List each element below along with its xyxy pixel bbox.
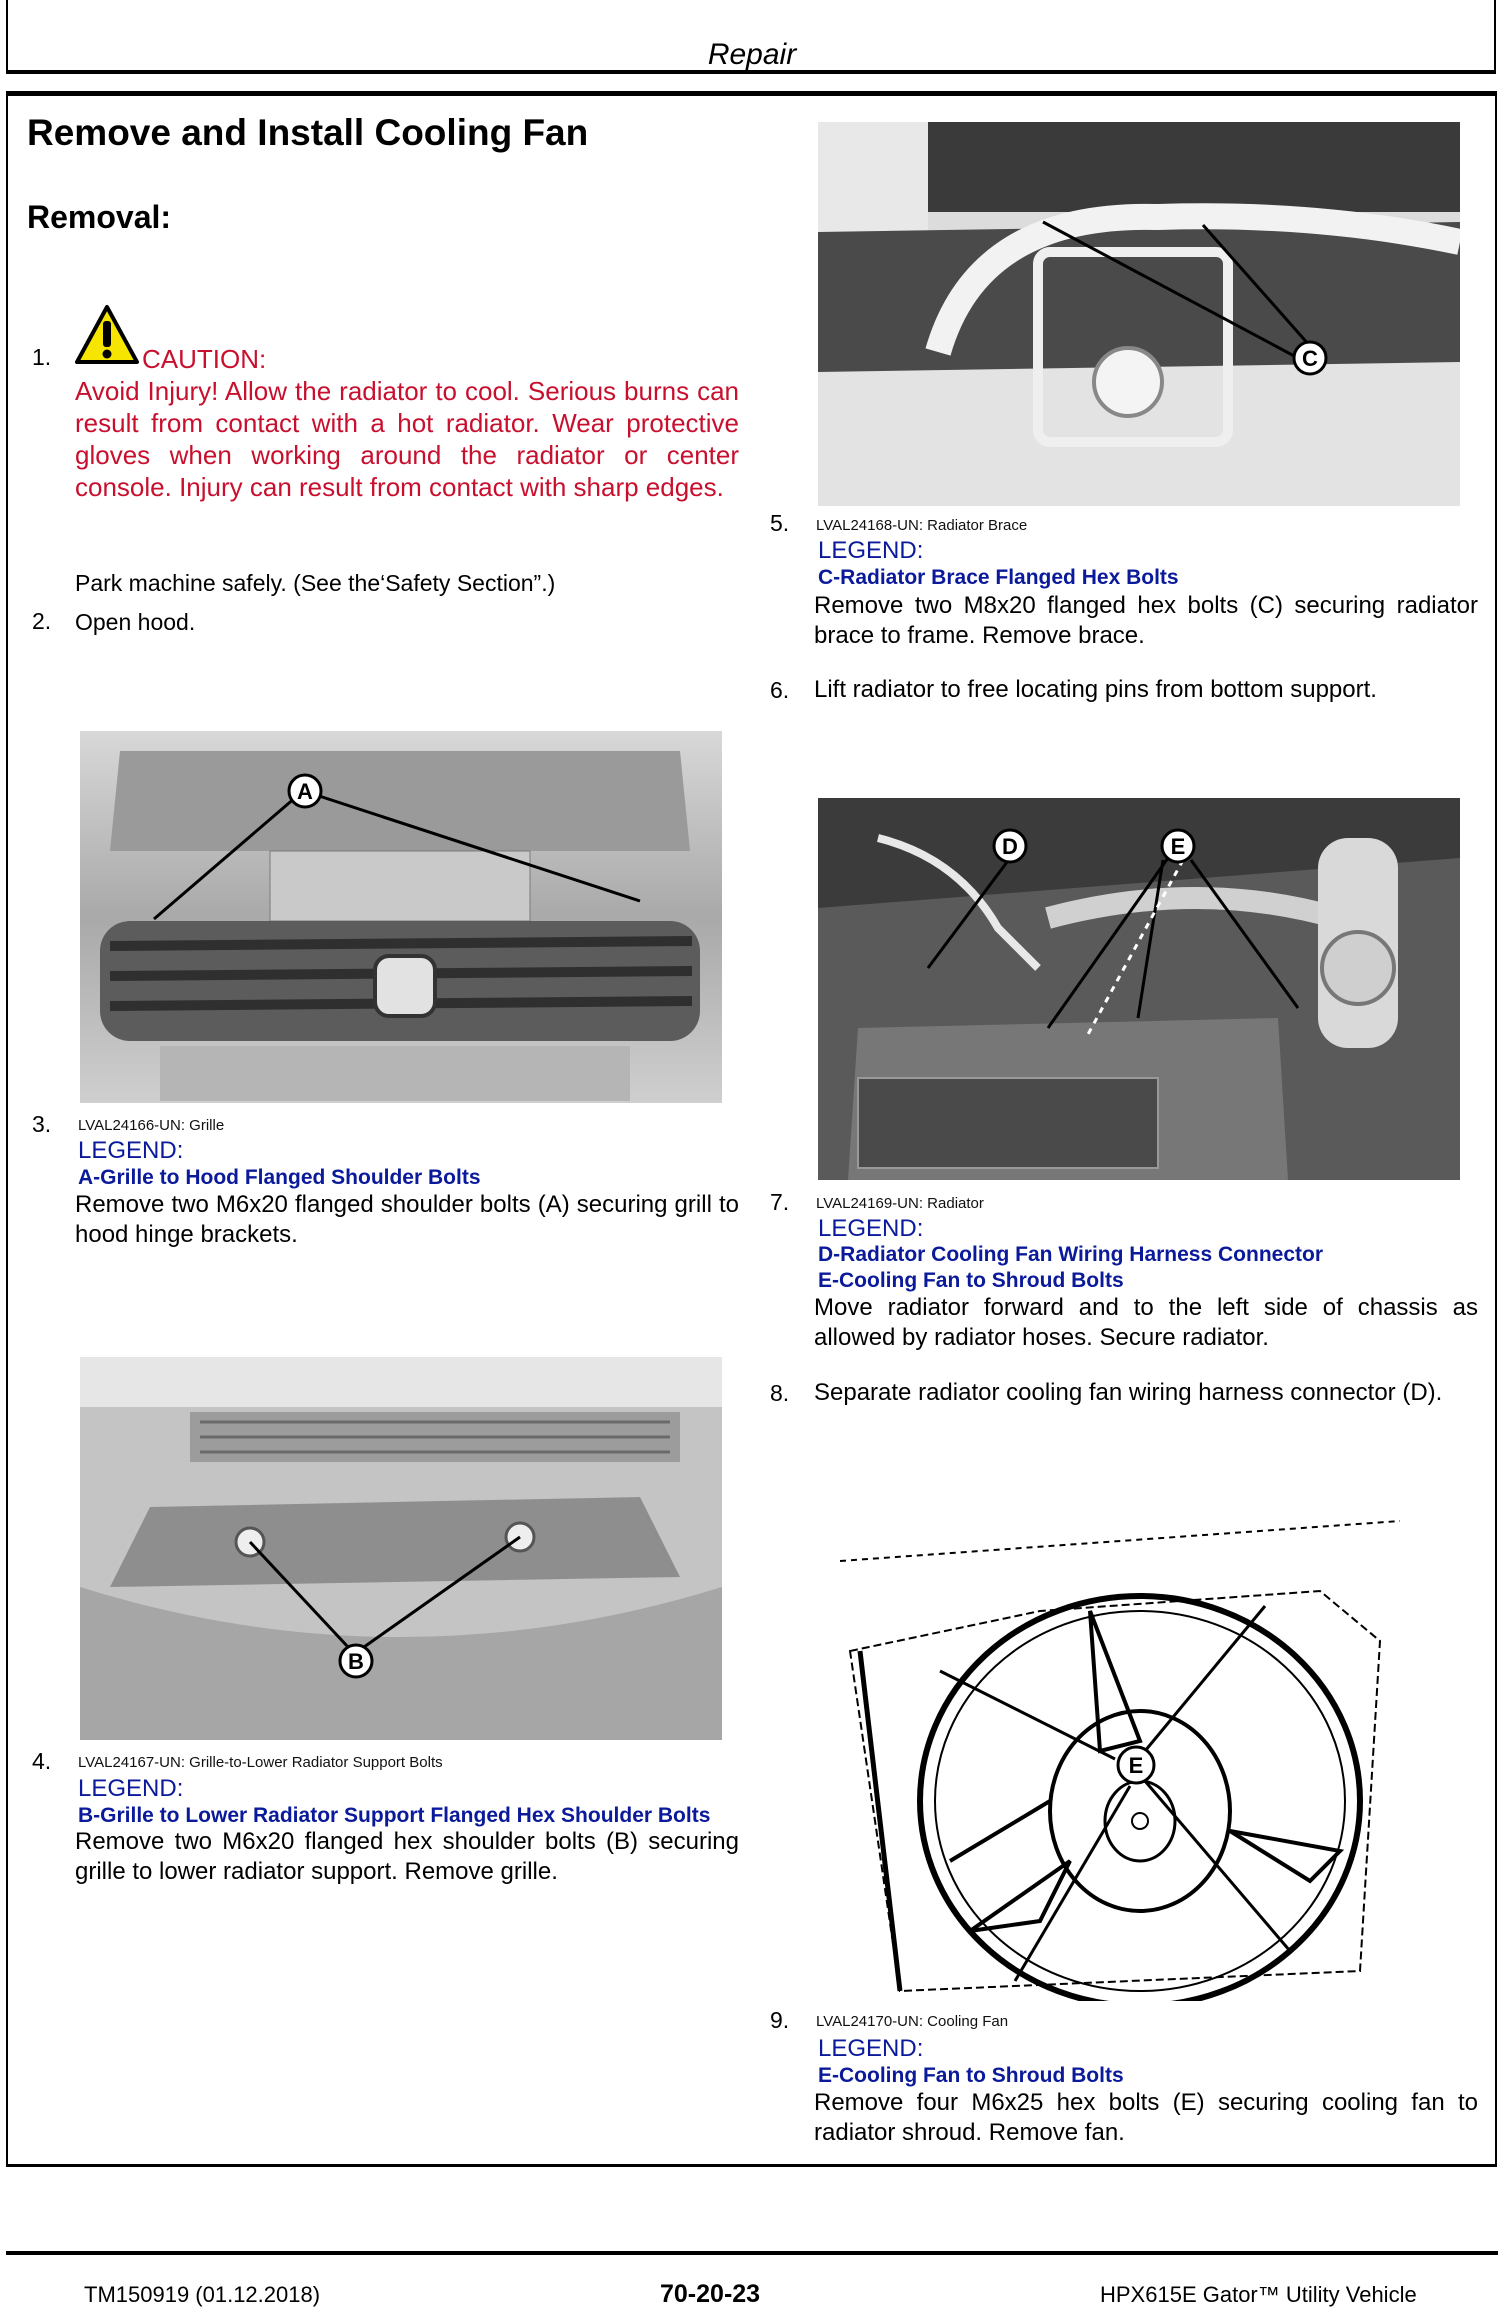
caution-text: Avoid Injury! Allow the radiator to cool. Serious burns can result from contact with a hot radiator. Wear protective gloves when working around the radiator or center console. Injury can result from contact with sharp edges. bbox=[75, 376, 739, 502]
footer-product: HPX615E Gator™ Utility Vehicle bbox=[1100, 2282, 1417, 2307]
lower-support-photo bbox=[80, 1357, 722, 1740]
figure-caption: LVAL24170-UN: Cooling Fan bbox=[816, 2013, 1009, 2030]
callout-e bbox=[1158, 826, 1198, 866]
callout-d bbox=[990, 826, 1030, 866]
radiator-brace-photo bbox=[818, 122, 1460, 506]
legend-label: LEGEND: bbox=[78, 1137, 184, 1164]
step-7-text: Move radiator forward and to the left side of chassis as allowed by radiator hoses. Secure radiator. bbox=[814, 1294, 1478, 1351]
svg-text:D: D bbox=[1002, 834, 1018, 859]
step-number: 4. bbox=[32, 1748, 52, 1774]
legend-label: LEGEND: bbox=[78, 1775, 184, 1802]
footer-doc-id: TM150919 (01.12.2018) bbox=[84, 2282, 321, 2307]
legend-item: B-Grille to Lower Radiator Support Flanged Hex Shoulder Bolts bbox=[78, 1804, 711, 1827]
step-number: 5. bbox=[770, 510, 790, 536]
figure-caption: LVAL24166-UN: Grille bbox=[78, 1117, 225, 1134]
step-number: 6. bbox=[770, 677, 790, 703]
radiator-photo bbox=[818, 798, 1460, 1180]
footer-divider bbox=[6, 2251, 1498, 2255]
figure-caption: LVAL24168-UN: Radiator Brace bbox=[816, 517, 1028, 534]
step-8-text: Separate radiator cooling fan wiring harness connector (D). bbox=[814, 1379, 1443, 1406]
section-subtitle: Removal: bbox=[27, 199, 172, 235]
legend-item: A-Grille to Hood Flanged Shoulder Bolts bbox=[78, 1166, 481, 1189]
section-title: Repair bbox=[707, 38, 797, 71]
step-number: 1. bbox=[32, 344, 52, 370]
step-number: 9. bbox=[770, 2007, 790, 2033]
figure-caption: LVAL24169-UN: Radiator bbox=[816, 1195, 984, 1212]
step-2-text: Open hood. bbox=[75, 609, 196, 635]
step-1-text: Park machine safely. (See the‘Safety Section”.) bbox=[75, 570, 556, 596]
page-title: Remove and Install Cooling Fan bbox=[27, 112, 589, 153]
cooling-fan-diagram bbox=[840, 1501, 1430, 2001]
legend-item: E-Cooling Fan to Shroud Bolts bbox=[818, 1269, 1124, 1292]
legend-item: D-Radiator Cooling Fan Wiring Harness Connector bbox=[818, 1243, 1324, 1266]
caution-label: CAUTION: bbox=[142, 344, 267, 374]
legend-item: C-Radiator Brace Flanged Hex Bolts bbox=[818, 566, 1179, 589]
legend-label: LEGEND: bbox=[818, 2035, 924, 2062]
step-number: 2. bbox=[32, 608, 52, 634]
legend-label: LEGEND: bbox=[818, 1215, 924, 1242]
legend-item: E-Cooling Fan to Shroud Bolts bbox=[818, 2064, 1124, 2087]
step-4-text: Remove two M6x20 flanged hex shoulder bolts (B) securing grille to lower radiator support. Remove grille. bbox=[75, 1828, 739, 1885]
step-3-text: Remove two M6x20 flanged shoulder bolts (A) securing grill to hood hinge brackets. bbox=[75, 1191, 739, 1248]
svg-text:E: E bbox=[1128, 1753, 1144, 1778]
step-number: 8. bbox=[770, 1380, 790, 1406]
svg-text:B: B bbox=[348, 1649, 364, 1674]
svg-text:E: E bbox=[1170, 834, 1186, 859]
step-9-text: Remove four M6x25 hex bolts (E) securing cooling fan to radiator shroud. Remove fan. bbox=[814, 2089, 1478, 2146]
callout-b bbox=[336, 1641, 376, 1681]
figure-caption: LVAL24167-UN: Grille-to-Lower Radiator Support Bolts bbox=[78, 1754, 443, 1771]
step-number: 3. bbox=[32, 1111, 52, 1137]
footer-page-number: 70-20-23 bbox=[660, 2280, 761, 2308]
callout-e-fan bbox=[1114, 1743, 1158, 1787]
grille-photo bbox=[80, 731, 722, 1103]
callout-a bbox=[285, 771, 325, 811]
svg-text:A: A bbox=[297, 779, 313, 804]
step-number: 7. bbox=[770, 1189, 790, 1215]
step-5-text: Remove two M8x20 flanged hex bolts (C) securing radiator brace to frame. Remove brace. bbox=[814, 592, 1478, 649]
svg-text:C: C bbox=[1302, 346, 1318, 371]
callout-c bbox=[1290, 338, 1330, 378]
warning-icon bbox=[74, 304, 140, 366]
step-6-text: Lift radiator to free locating pins from bottom support. bbox=[814, 676, 1377, 703]
legend-label: LEGEND: bbox=[818, 537, 924, 564]
